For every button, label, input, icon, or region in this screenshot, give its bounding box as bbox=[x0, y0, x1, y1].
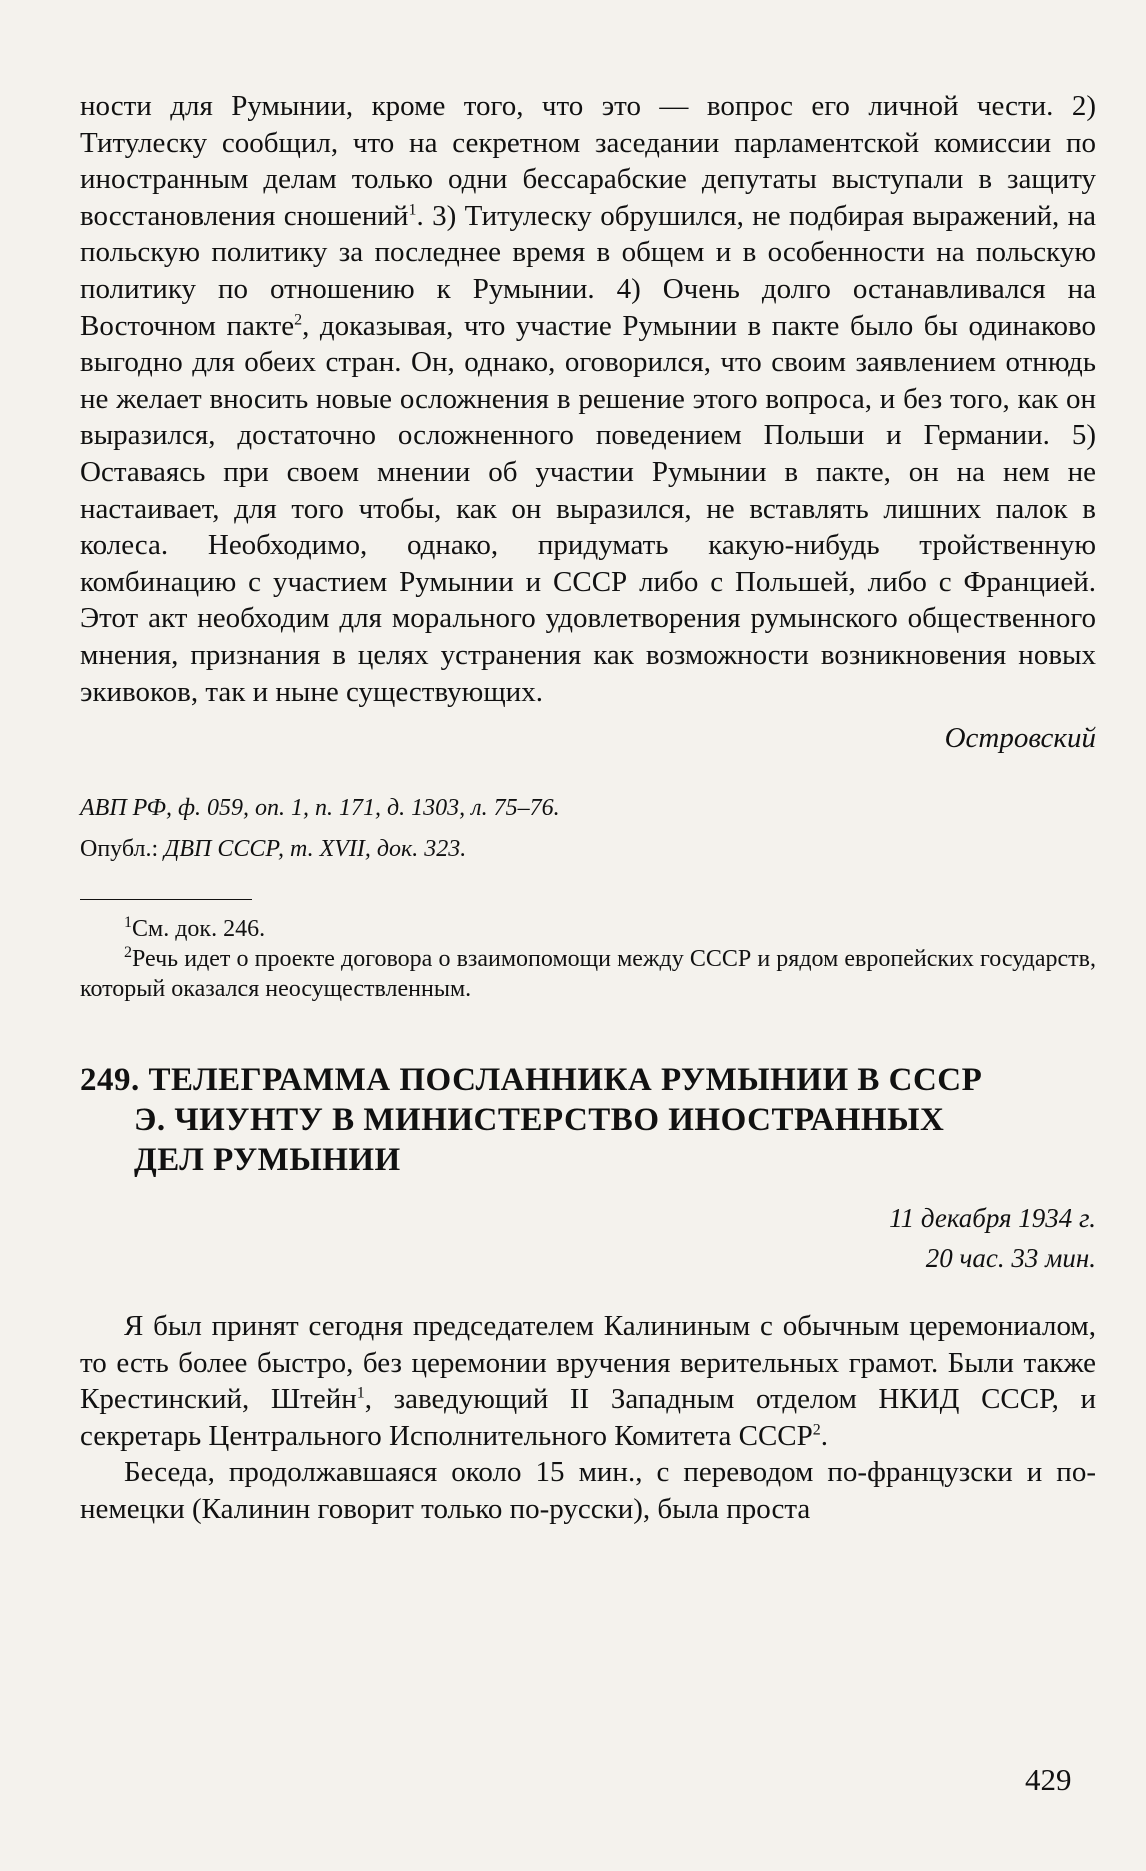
p2-footnote-ref-1: 1 bbox=[356, 1384, 365, 1402]
paragraph-1-part-b: . 3) Титулеску обрушился, не подбирая выражений, на польскую политику за последнее время в общем и в особенности на польскую политику по отношению к Румынии. 4) Очень долго останавливался на Восточном пакте bbox=[80, 199, 1097, 342]
footnote-2-text: Речь идет о проекте договора о взаимопомощи между СССР и рядом европейских государств, который оказался неосуществленным. bbox=[80, 946, 1096, 1003]
publication-reference bbox=[80, 836, 1096, 863]
footnote-ref-2: 2 bbox=[294, 310, 303, 328]
published-label: Опубл.: bbox=[80, 836, 165, 863]
signature: Островский bbox=[944, 722, 1096, 755]
footnote-1-text: См. док. 246. bbox=[132, 916, 266, 943]
document-title-line-2: Э. ЧИУНТУ В МИНИСТЕРСТВО ИНОСТРАННЫХ bbox=[134, 1102, 945, 1139]
paragraph-2-part-c: . bbox=[820, 1419, 829, 1452]
document-title-line-3: ДЕЛ РУМЫНИИ bbox=[134, 1142, 401, 1179]
footnotes bbox=[80, 914, 1096, 1004]
footnote-2 bbox=[80, 944, 1096, 1004]
footnote-ref-1: 1 bbox=[408, 201, 417, 219]
archive-reference: АВП РФ, ф. 059, оп. 1, п. 171, д. 1303, л. 75–76. bbox=[80, 795, 560, 822]
paragraph-2 bbox=[80, 1308, 1096, 1454]
page bbox=[80, 88, 1096, 1528]
footnote-1-number: 1 bbox=[124, 914, 132, 932]
published-source: ДВП СССР, т. XVII, док. 323. bbox=[164, 836, 467, 863]
paragraph-1 bbox=[80, 88, 1096, 710]
document-date: 11 декабря 1934 г. bbox=[889, 1203, 1096, 1234]
footnote-1 bbox=[80, 914, 1096, 944]
document-title-line-1: 249. ТЕЛЕГРАММА ПОСЛАННИКА РУМЫНИИ В СССР bbox=[80, 1062, 983, 1099]
paragraph-2-part-a: Я был принят сегодня председателем Калининым с обычным церемониалом, то есть более быстро, без церемонии вручения верительных грамот. Были также Крестинский, Штейн bbox=[80, 1310, 1096, 1416]
main-text bbox=[80, 88, 1096, 710]
p2-footnote-ref-2: 2 bbox=[812, 1421, 821, 1439]
footnote-divider bbox=[80, 899, 252, 900]
date-block bbox=[80, 1198, 1096, 1278]
footnote-2-number: 2 bbox=[124, 944, 132, 962]
page-number: 429 bbox=[1025, 1762, 1072, 1797]
telegram-text bbox=[80, 1308, 1096, 1528]
paragraph-1-part-a: ности для Румынии, кроме того, что это — вопрос его личной чести. 2) Титулеску сообщил, что на секретном заседании парламентской комиссии по иностранным делам только одни бессарабские депутаты выступали в защиту восстановления сношений bbox=[80, 90, 1096, 232]
paragraph-1-part-c: , доказывая, что участие Румынии в пакте было бы одинаково выгодно для обеих стран. Он, однако, оговорился, что своим заявлением отнюдь не желает вносить новые осложнения в решение этого вопроса, и без того, как он выразился, достаточно осложненного поведением Польши и Германии. 5) Оставаясь при своем мнении об участии Румынии в пакте, он на нем не настаивает, для того чтобы, как он выразился, не вставлять лишних палок в колеса. Необходимо, однако, придумать какую-нибудь тройственную комбинацию с участием Румынии и СССР либо с Польшей, либо с Францией. Этот акт необходим для морального удовлетворения румынского общественного мнения, признания в целях устранения как возможности возникновения новых экивоков, так и ныне существующих. bbox=[80, 309, 1097, 708]
paragraph-3: Беседа, продолжавшаяся около 15 мин., с переводом по-французски и по-немецки (Калинин говорит только по-русски), была проста bbox=[80, 1456, 1096, 1526]
document-time: 20 час. 33 мин. bbox=[925, 1243, 1096, 1274]
paragraph-2-part-b: , заведующий II Западным отделом НКИД СССР, и секретарь Центрального Исполнительного Комитета СССР bbox=[80, 1383, 1096, 1452]
document-title bbox=[80, 1060, 1096, 1180]
